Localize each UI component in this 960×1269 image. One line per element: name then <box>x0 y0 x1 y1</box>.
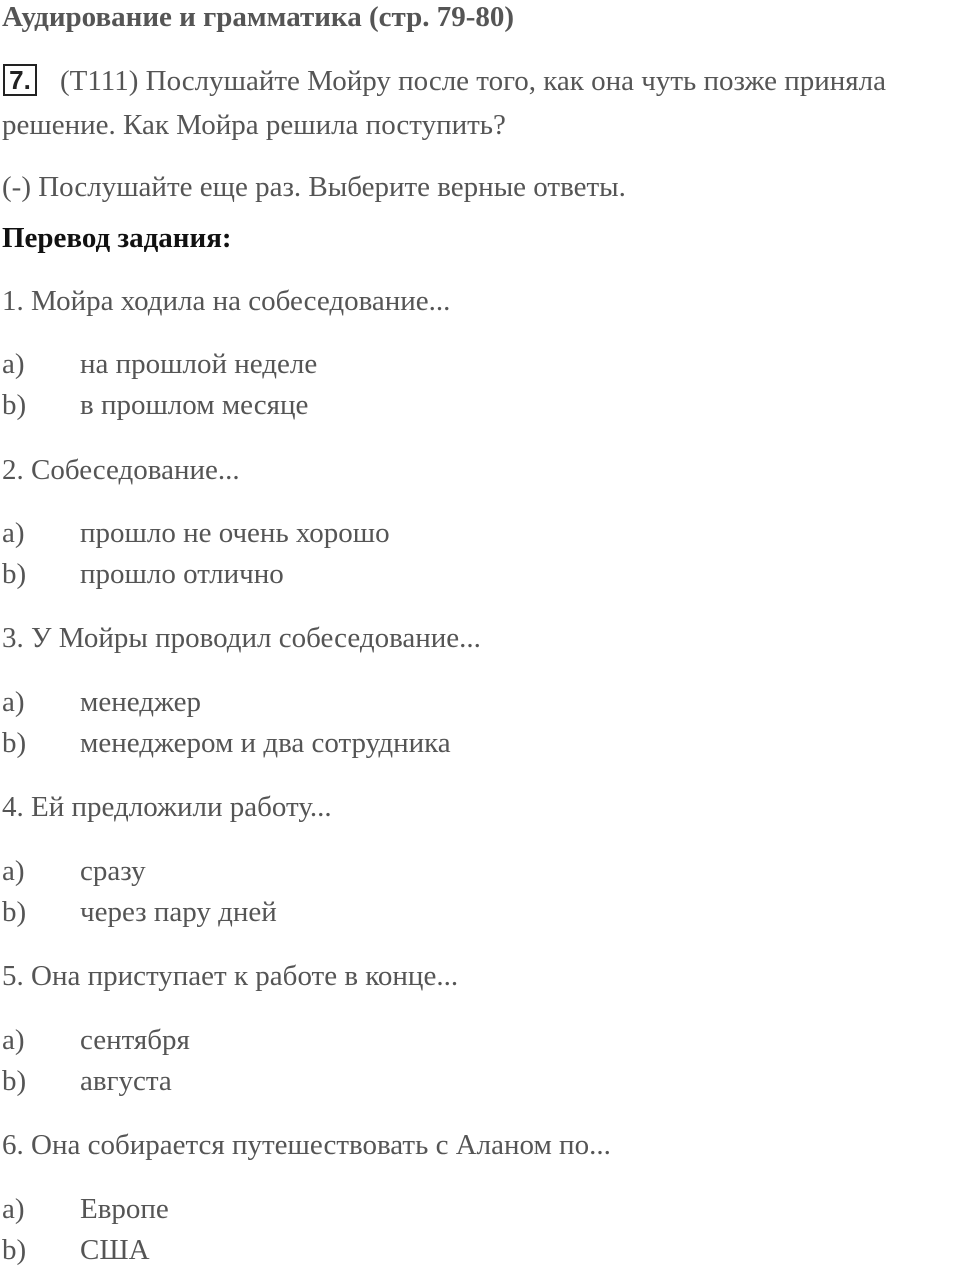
option-letter: a) <box>2 855 25 887</box>
option-letter: a) <box>2 348 25 380</box>
option-text: менеджер <box>80 686 202 718</box>
option-letter: b) <box>2 1065 27 1097</box>
task-number-badge: 7. <box>3 64 37 96</box>
option-text: через пару дней <box>80 896 277 928</box>
option-text: сентября <box>80 1024 190 1056</box>
question-text: 3. У Мойры проводил собеседование... <box>2 622 481 654</box>
option-text: в прошлом месяце <box>80 389 309 421</box>
question-text: 1. Мойра ходила на собеседование... <box>2 285 451 317</box>
option-letter: b) <box>2 389 27 421</box>
question-text: 5. Она приступает к работе в конце... <box>2 960 459 992</box>
option-letter: a) <box>2 517 25 549</box>
option-text: сразу <box>80 855 146 887</box>
question-text: 2. Собеседование... <box>2 454 240 486</box>
translation-title: Перевод задания: <box>2 222 232 254</box>
task-intro-line-2: решение. Как Мойра решила поступить? <box>2 109 506 141</box>
task-intro-line-1: (T111) Послушайте Мойру после того, как она чуть позже приняла <box>60 65 886 97</box>
option-letter: b) <box>2 558 27 590</box>
option-letter: b) <box>2 727 27 759</box>
option-text: прошло отлично <box>80 558 284 590</box>
option-letter: b) <box>2 896 27 928</box>
question-text: 4. Ей предложили работу... <box>2 791 332 823</box>
option-letter: a) <box>2 1024 25 1056</box>
question-text: 6. Она собирается путешествовать с Аланом по... <box>2 1129 611 1161</box>
option-text: на прошлой неделе <box>80 348 318 380</box>
option-text: прошло не очень хорошо <box>80 517 390 549</box>
option-text: США <box>80 1234 150 1266</box>
option-letter: b) <box>2 1234 27 1266</box>
page-heading: Аудирование и грамматика (стр. 79-80) <box>2 1 515 33</box>
option-text: менеджером и два сотрудника <box>80 727 451 759</box>
option-text: августа <box>80 1065 172 1097</box>
task-instruction: (-) Послушайте еще раз. Выберите верные ответы. <box>2 171 626 203</box>
option-text: Европе <box>80 1193 169 1225</box>
option-letter: a) <box>2 686 25 718</box>
option-letter: a) <box>2 1193 25 1225</box>
